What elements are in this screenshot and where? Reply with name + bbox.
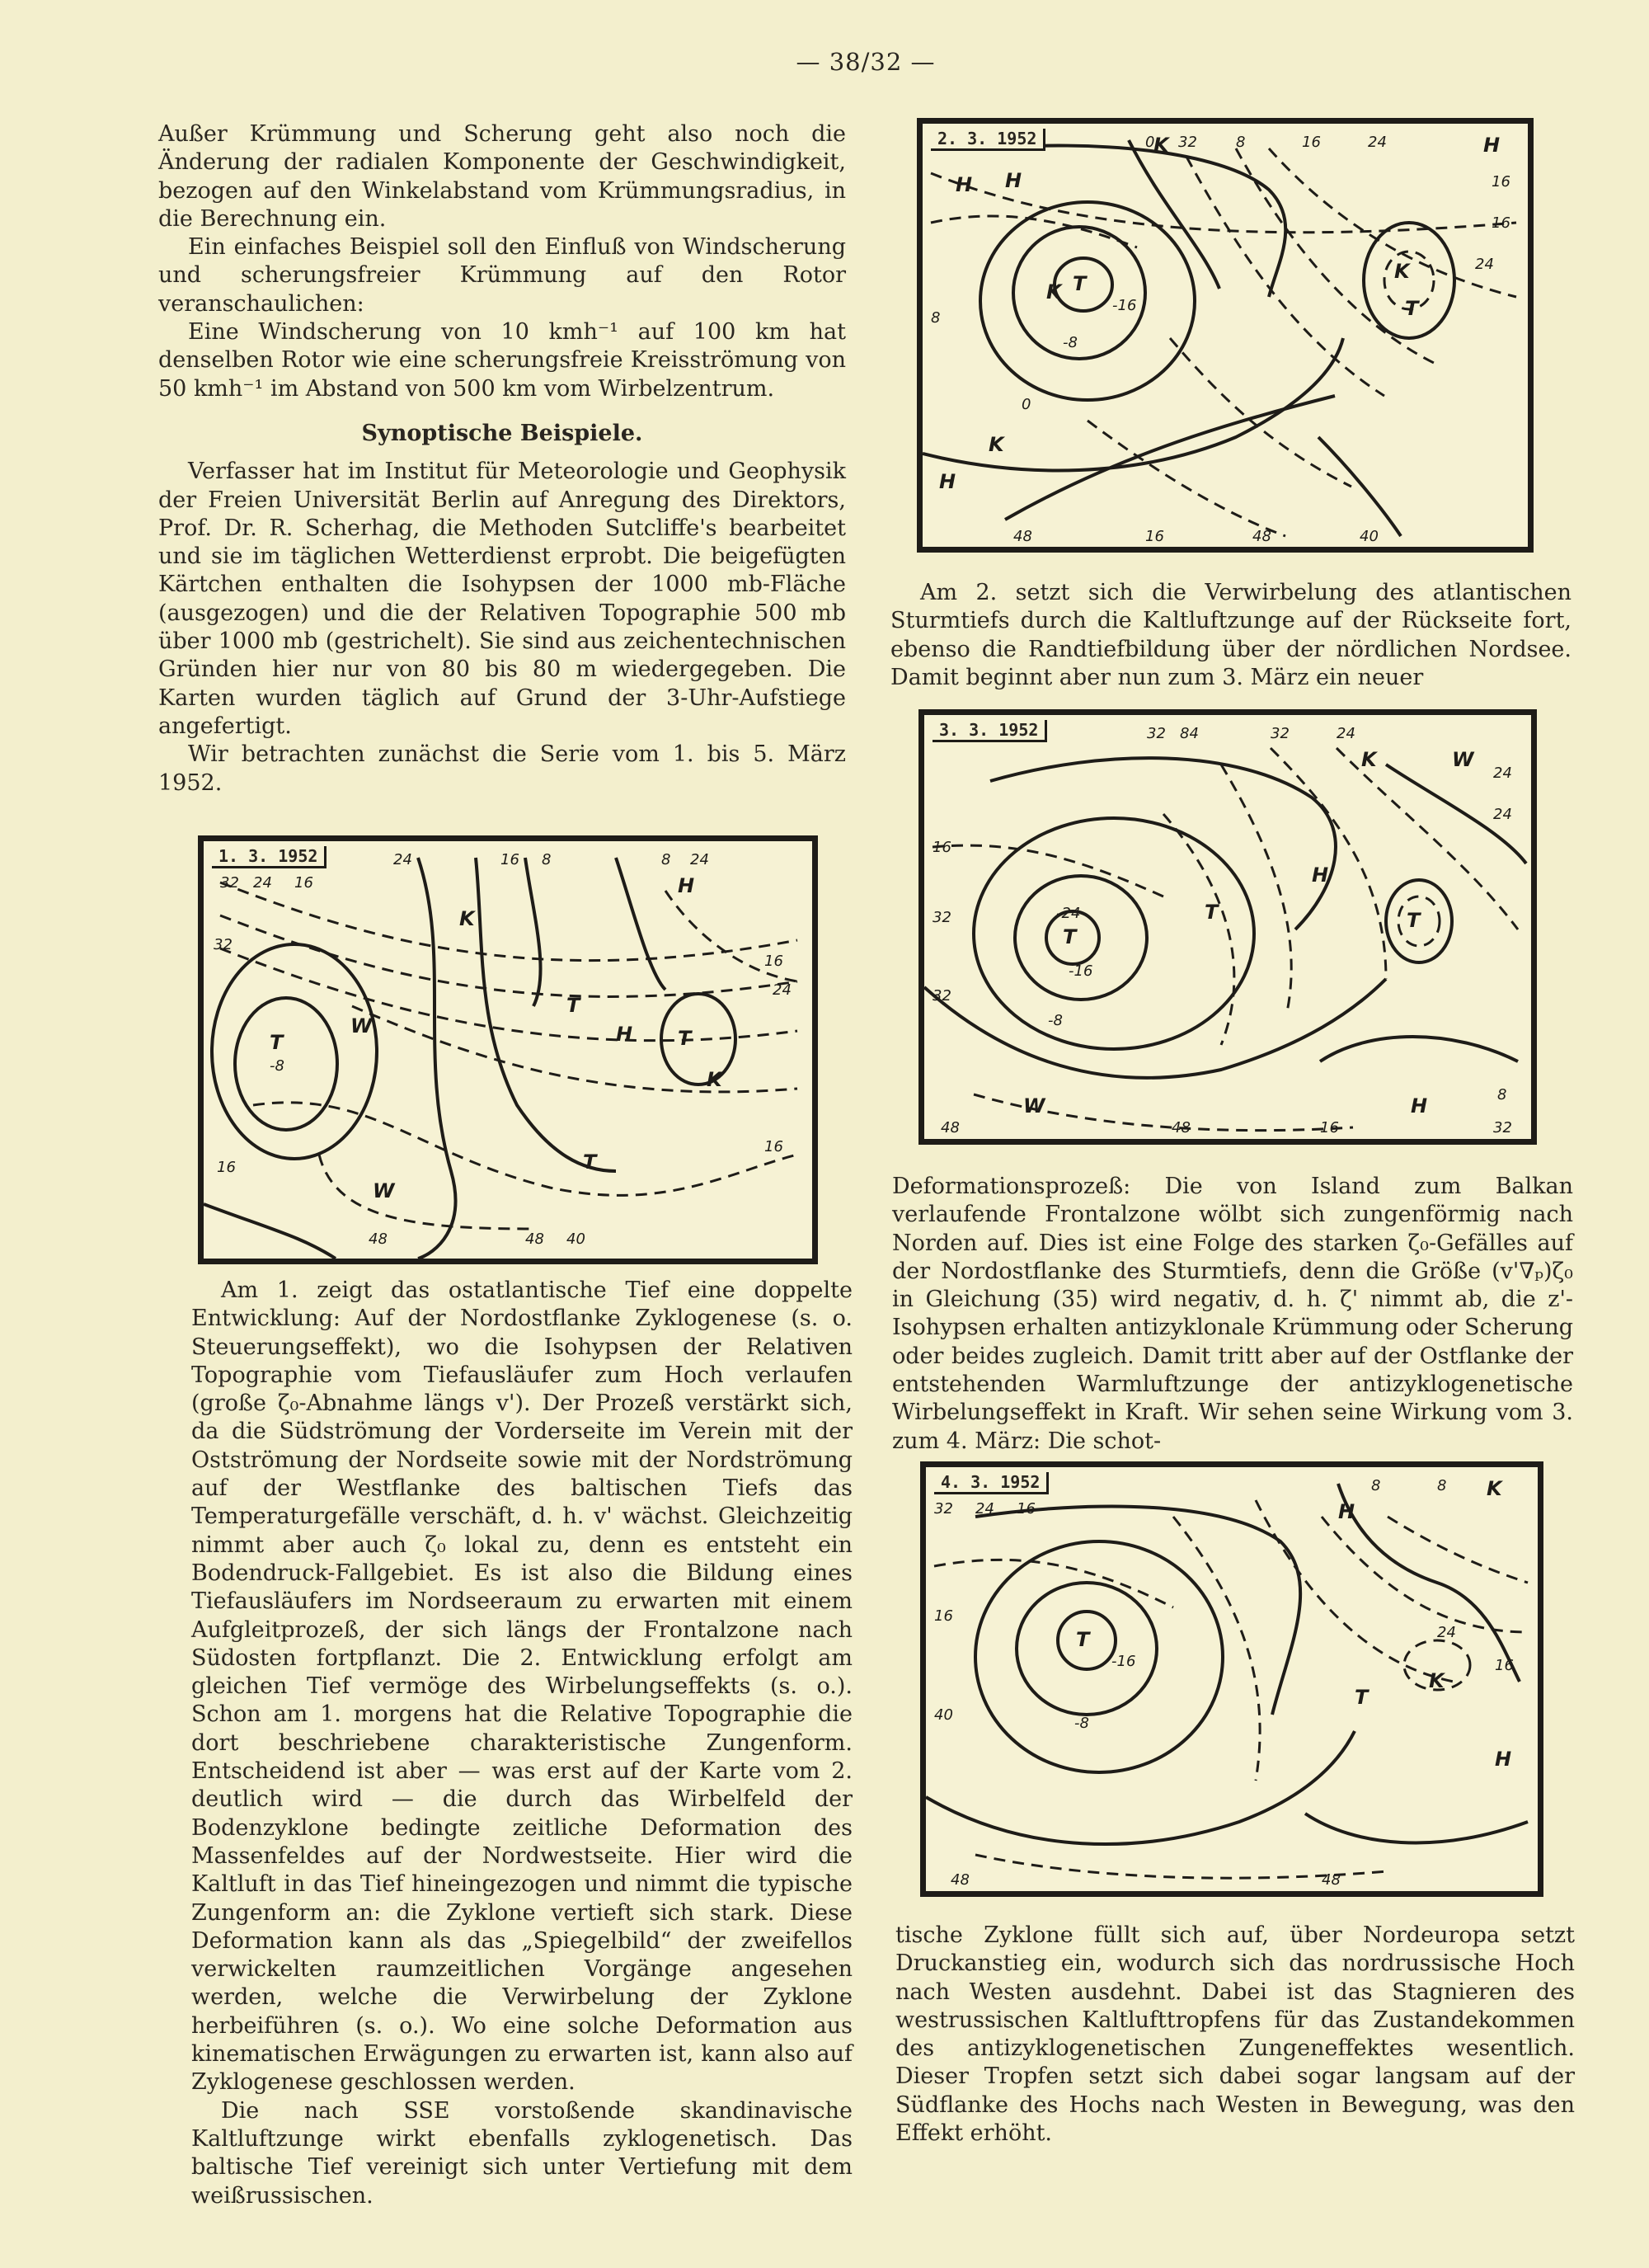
map-label: 8 (1371, 1477, 1381, 1494)
map-label: 8 (1497, 1086, 1507, 1103)
paragraph: Wir betrachten zunächst die Serie vom 1. bis 5. März 1952. (158, 741, 846, 796)
map-label: 16 (1492, 173, 1510, 191)
map-label: T (1205, 901, 1219, 924)
map-label: 24 (1337, 725, 1355, 742)
map-label: W (1452, 748, 1474, 771)
map-label: T (1073, 272, 1087, 295)
map-contours (926, 1467, 1538, 1891)
map-contours (204, 841, 812, 1259)
map-label: -8 (270, 1057, 284, 1075)
map-label: K (1361, 748, 1377, 771)
map-label: 24 (1493, 765, 1512, 782)
map-label: 48 (525, 1230, 544, 1248)
map-label: 84 (1180, 725, 1199, 742)
map-label: 24 (1437, 1624, 1456, 1641)
right-column-paragraph-2 (892, 1173, 1573, 1456)
weather-map-2 (917, 118, 1534, 553)
map-contours (924, 715, 1531, 1139)
map-label: 24 (690, 851, 709, 868)
map-label: 48 (1322, 1871, 1341, 1889)
map-date: 4. 3. 1952 (934, 1472, 1049, 1494)
map-label: 32 (1493, 1119, 1512, 1136)
map-label: T (1076, 1628, 1090, 1651)
map-label: 8 (931, 309, 941, 327)
map-label: 16 (1145, 528, 1164, 545)
map-label: T (1405, 297, 1419, 320)
weather-map-3 (918, 709, 1537, 1145)
map-label: K (1429, 1669, 1445, 1692)
map-label: T (566, 994, 580, 1017)
map-label: 32 (933, 987, 951, 1005)
map-label: K (459, 907, 475, 930)
map-label: 16 (764, 953, 783, 970)
paragraph: Am 2. setzt sich die Verwirbelung des atlantischen Sturmtiefs durch die Kaltluftzunge auf der Rückseite fort, ebenso die Randtiefbildung über der nördlichen Nordsee. Damit beginnt aber nun zum 3. März ein neuer (890, 580, 1571, 690)
map-label: 16 (1017, 1500, 1036, 1517)
map-label: 24 (1493, 806, 1512, 823)
map-label: 40 (1360, 528, 1379, 545)
map-label: 8 (661, 851, 671, 868)
map-label: 48 (1172, 1119, 1191, 1136)
map-label: 24 (393, 851, 412, 868)
map-label: H (939, 470, 956, 493)
map-date: 3. 3. 1952 (933, 720, 1047, 742)
map-label: 40 (566, 1230, 585, 1248)
map-label: 32 (1178, 134, 1197, 151)
map-label: K (1487, 1477, 1502, 1500)
map-label: -24 (1056, 905, 1081, 922)
map-label: 16 (764, 1138, 783, 1155)
map-label: 24 (1368, 134, 1387, 151)
map-label: 48 (1252, 528, 1271, 545)
map-label: W (373, 1179, 395, 1202)
section-heading: Synoptische Beispiele. (361, 420, 643, 446)
map-label: 16 (933, 839, 951, 856)
map-label: K (707, 1068, 722, 1091)
map-label: 16 (500, 851, 519, 868)
map-label: K (1046, 280, 1062, 303)
map-label: 32 (1147, 725, 1166, 742)
map-label: -16 (1069, 962, 1093, 980)
map-label: 48 (369, 1230, 388, 1248)
map-label: 16 (217, 1159, 236, 1176)
map-label: 16 (1320, 1119, 1339, 1136)
map-label: H (956, 173, 973, 196)
map-label: H (1411, 1094, 1428, 1118)
map-label: 8 (1437, 1477, 1447, 1494)
map-label: -8 (1048, 1012, 1063, 1029)
map-label: 32 (214, 936, 233, 953)
paragraph: Am 1. zeigt das ostatlantische Tief eine doppelte Entwicklung: Auf der Nordostflanke Zyklogenese (s. o. Steuerungseffekt), wo die Isohypsen der Relativen Topographie vom Tiefausläufer zum Hoch verlaufen (große ζ₀-Abnahme längs v'). Der Prozeß verstärkt sich, da die Südströmung der Vorderseite im Verein mit der Ostströmung der Nordseite sowie mit der Nordströmung auf der Westflanke des baltischen Tiefs das Temperaturgefälle verschäft, d. h. v' wächst. Gleichzeitig nimmt aber auch ζ₀ lokal zu, denn es entsteht ein Bodendruck-Fallgebiet. Es ist also die Bildung eines Tiefausläufers im Nordseeraum zu erwarten mit einem Aufgleitprozeß, der sich längs der Frontalzone nach Südosten fortpflanzt. Die 2. Entwicklung erfolgt am gleichen Tief vermöge des Wirbelungseffekts (s. o.). Schon am 1. morgens hat die Relative Topographie die dort beschriebene charakteristische Zungenform. Entscheidend ist aber — was erst auf der Karte vom 2. deutlich wird — die durch das Wirbelfeld der Bodenzyklone bedingte zeitliche Deformation des Massenfeldes auf der Nordwestseite. Hier wird die Kaltluft in das Tief hineingezogen und nimmt die typische Zungenform an: die Zyklone vertieft sich stark. Diese Deformation kann als das „Spiegelbild“ der zweifellos verwickelten raumzeitlichen Vorgänge angesehen werden, welche die Verwirbelung der Zyklone herbeiführen (s. o.). Wo eine solche Deformation aus kinematischen Erwägungen zu erwarten ist, kann also auf Zyklogenese geschlossen werden. (191, 1278, 853, 2096)
map-label: 32 (934, 1500, 953, 1517)
weather-map-1 (198, 835, 818, 1264)
map-label: 48 (951, 1871, 970, 1889)
map-label: H (1495, 1748, 1512, 1771)
map-label: 32 (933, 909, 951, 926)
map-label: H (616, 1023, 633, 1046)
paragraph: Außer Krümmung und Scherung geht also noch die Änderung der radialen Komponente der Geschwindigkeit, bezogen auf den Winkelabstand vom Krümmungsradius, in die Berechnung ein. (158, 121, 846, 232)
map-label: -8 (1074, 1715, 1089, 1732)
map-label: K (1394, 260, 1410, 283)
map-label: T (583, 1150, 597, 1174)
map-date: 2. 3. 1952 (931, 129, 1045, 151)
map-label: W (350, 1014, 373, 1038)
right-column-paragraph-1 (890, 579, 1571, 692)
map-label: 24 (975, 1500, 994, 1517)
map-label: 40 (934, 1706, 953, 1724)
paragraph: tische Zyklone füllt sich auf, über Nordeuropa setzt Druckanstieg ein, wodurch sich das nordrussische Hoch nach Westen ausdehnt. Dabei ist das Stagnieren des westrussischen Kaltlufttropfens für das Zustandekommen des antizyklogenetischen Zungeneffektes wesentlich. Dieser Tropfen setzt sich dabei sogar langsam auf der Südflanke des Hochs nach Westen in Bewegung, was den Effekt erhöht. (895, 1922, 1575, 2147)
map-label: T (1063, 925, 1077, 948)
map-label: 8 (1236, 134, 1246, 151)
paragraph: Eine Windscherung von 10 kmh⁻¹ auf 100 km hat denselben Rotor wie eine scherungsfreie Kreisströmung von 50 kmh⁻¹ im Abstand von 500 km vom Wirbelzentrum. (158, 319, 846, 402)
map-label: 32 (1271, 725, 1290, 742)
map-label: 16 (1302, 134, 1321, 151)
map-label: K (1153, 134, 1169, 157)
map-label: T (270, 1031, 284, 1054)
map-label: H (1338, 1500, 1355, 1523)
map-label: T (678, 1027, 692, 1050)
left-column-bottom (191, 1277, 853, 2210)
map-label: 16 (934, 1607, 953, 1625)
map-label: T (1407, 909, 1421, 932)
map-label: 48 (1013, 528, 1032, 545)
left-column-top (158, 120, 846, 798)
map-label: W (1023, 1094, 1045, 1118)
map-label: 0 (1022, 396, 1031, 413)
map-label: -8 (1063, 334, 1078, 351)
map-label: H (678, 874, 695, 897)
map-label: T (1355, 1686, 1369, 1709)
weather-map-4 (920, 1461, 1543, 1897)
map-label: H (1005, 169, 1022, 192)
paragraph: Deformationsprozeß: Die von Island zum Balkan verlaufende Frontalzone wölbt sich zungenförmig nach Norden auf. Dies ist eine Folge des starken ζ₀-Gefälles auf der Nordostflanke des Sturmtiefs, denn die Größe (v'∇ₚ)ζ₀ in Gleichung (35) wird negativ, d. h. ζ' nimmt ab, die z'-Isohypsen erhalten antizyklonale Krümmung oder Scherung oder beides zugleich. Damit tritt aber auf der Ostflanke der entstehenden Warmluftzunge der antizyklogenetische Wirbelungseffekt in Kraft. Wir sehen seine Wirkung vom 3. zum 4. März: Die schot- (892, 1174, 1573, 1454)
paragraph: Ein einfaches Beispiel soll den Einfluß von Windscherung und scherungsfreier Krümmung auf den Rotor veranschaulichen: (158, 234, 846, 317)
map-label: 24 (253, 874, 272, 892)
map-label: 16 (1492, 214, 1510, 232)
map-label: 16 (1495, 1657, 1514, 1674)
map-label: -16 (1111, 1653, 1136, 1670)
page-number: — 38/32 — (796, 48, 936, 76)
map-label: 8 (542, 851, 552, 868)
paragraph: Verfasser hat im Institut für Meteorologie und Geophysik der Freien Universität Berlin auf Anregung des Direktors, Prof. Dr. R. Scherhag, die Methoden Sutcliffe's bearbeitet und sie im täglichen Wetterdienst erprobt. Die beigefügten Kärtchen enthalten die Isohypsen der 1000 mb-Fläche (ausgezogen) und die der Relativen Topographie 500 mb über 1000 mb (gestrichelt). Sie sind aus zeichentechnischen Gründen hier nur von 80 bis 80 m wiedergegeben. Die Karten wurden täglich auf Grund der 3-Uhr-Aufstiege angefertigt. (158, 459, 846, 739)
map-label: -16 (1112, 297, 1137, 314)
map-label: 0 (1145, 134, 1155, 151)
right-column-paragraph-3 (895, 1922, 1575, 2148)
map-label: 32 (220, 874, 239, 892)
map-label: 24 (773, 981, 792, 999)
paragraph: Die nach SSE vorstoßende skandinavische Kaltluftzunge wirkt ebenfalls zyklogenetisch. Das baltische Tief vereinigt sich unter Vertiefung mit dem weißrussischen. (191, 2097, 853, 2209)
map-label: 24 (1475, 256, 1494, 273)
map-label: K (989, 433, 1004, 456)
map-label: 16 (294, 874, 313, 892)
map-label: 48 (941, 1119, 960, 1136)
map-label: H (1312, 863, 1329, 887)
map-date: 1. 3. 1952 (212, 846, 327, 868)
map-label: H (1483, 134, 1501, 157)
